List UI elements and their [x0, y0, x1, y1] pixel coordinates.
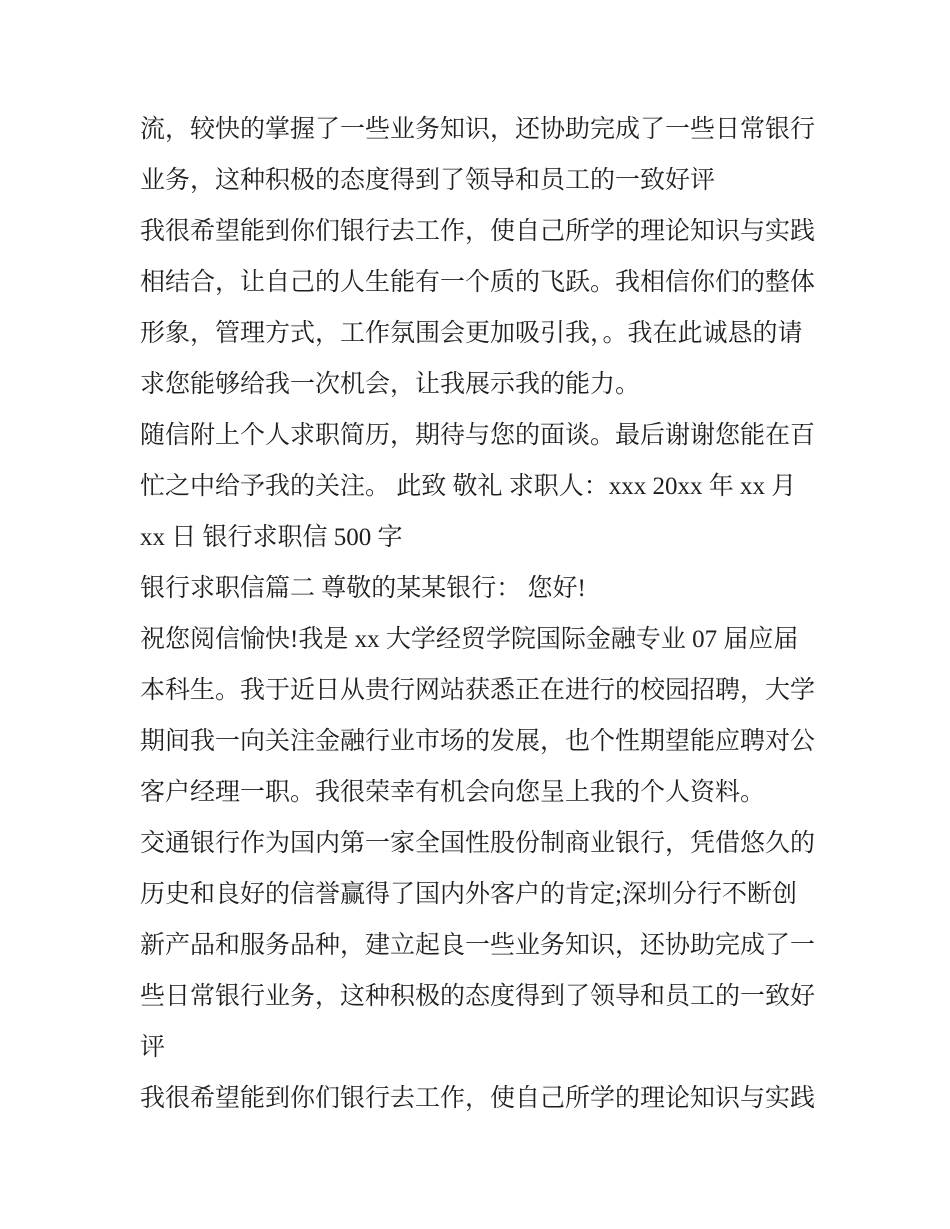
text-line: 历史和良好的信誉赢得了国内外客户的肯定;深圳分行不断创 — [140, 881, 797, 908]
text-line: 客户经理一职。我很荣幸有机会向您呈上我的个人资料。 — [140, 779, 766, 806]
text-line: 银行求职信篇二 尊敬的某某银行： 您好! — [140, 575, 586, 602]
text-line: 评 — [140, 1034, 166, 1061]
text-line: 业务，这种积极的态度得到了领导和员工的一致好评 — [140, 167, 716, 194]
text-line: 祝您阅信愉快!我是 xx 大学经贸学院国际金融专业 07 届应届 — [140, 626, 799, 653]
text-line: 些日常银行业务，这种积极的态度得到了领导和员工的一致好 — [140, 983, 816, 1010]
text-line: 我很希望能到你们银行去工作，使自己所学的理论知识与实践 — [140, 218, 816, 245]
text-line: 我很希望能到你们银行去工作，使自己所学的理论知识与实践 — [140, 1085, 816, 1112]
text-line: 随信附上个人求职简历，期待与您的面谈。最后谢谢您能在百 — [140, 422, 816, 449]
text-line: 交通银行作为国内第一家全国性股份制商业银行，凭借悠久的 — [140, 830, 816, 857]
text-line: 新产品和服务品种，建立起良一些业务知识，还协助完成了一 — [140, 932, 816, 959]
text-line: 形象，管理方式，工作氛围会更加吸引我，。我在此诚恳的请 — [140, 320, 803, 347]
text-line: 求您能够给我一次机会，让我展示我的能力。 — [140, 371, 641, 398]
text-line: 流，较快的掌握了一些业务知识，还协助完成了一些日常银行 — [140, 116, 816, 143]
document-body-text — [140, 104, 840, 1124]
text-line: 本科生。我于近日从贵行网站获悉正在进行的校园招聘，大学 — [140, 677, 816, 704]
text-line: 期间我一向关注金融行业市场的发展，也个性期望能应聘对公 — [140, 728, 816, 755]
text-line: 相结合，让自己的人生能有一个质的飞跃。我相信你们的整体 — [140, 269, 816, 296]
text-line: 忙之中给予我的关注。 此致 敬礼 求职人：xxx 20xx 年 xx 月 — [140, 473, 797, 500]
text-line: xx 日 银行求职信 500 字 — [140, 524, 403, 551]
